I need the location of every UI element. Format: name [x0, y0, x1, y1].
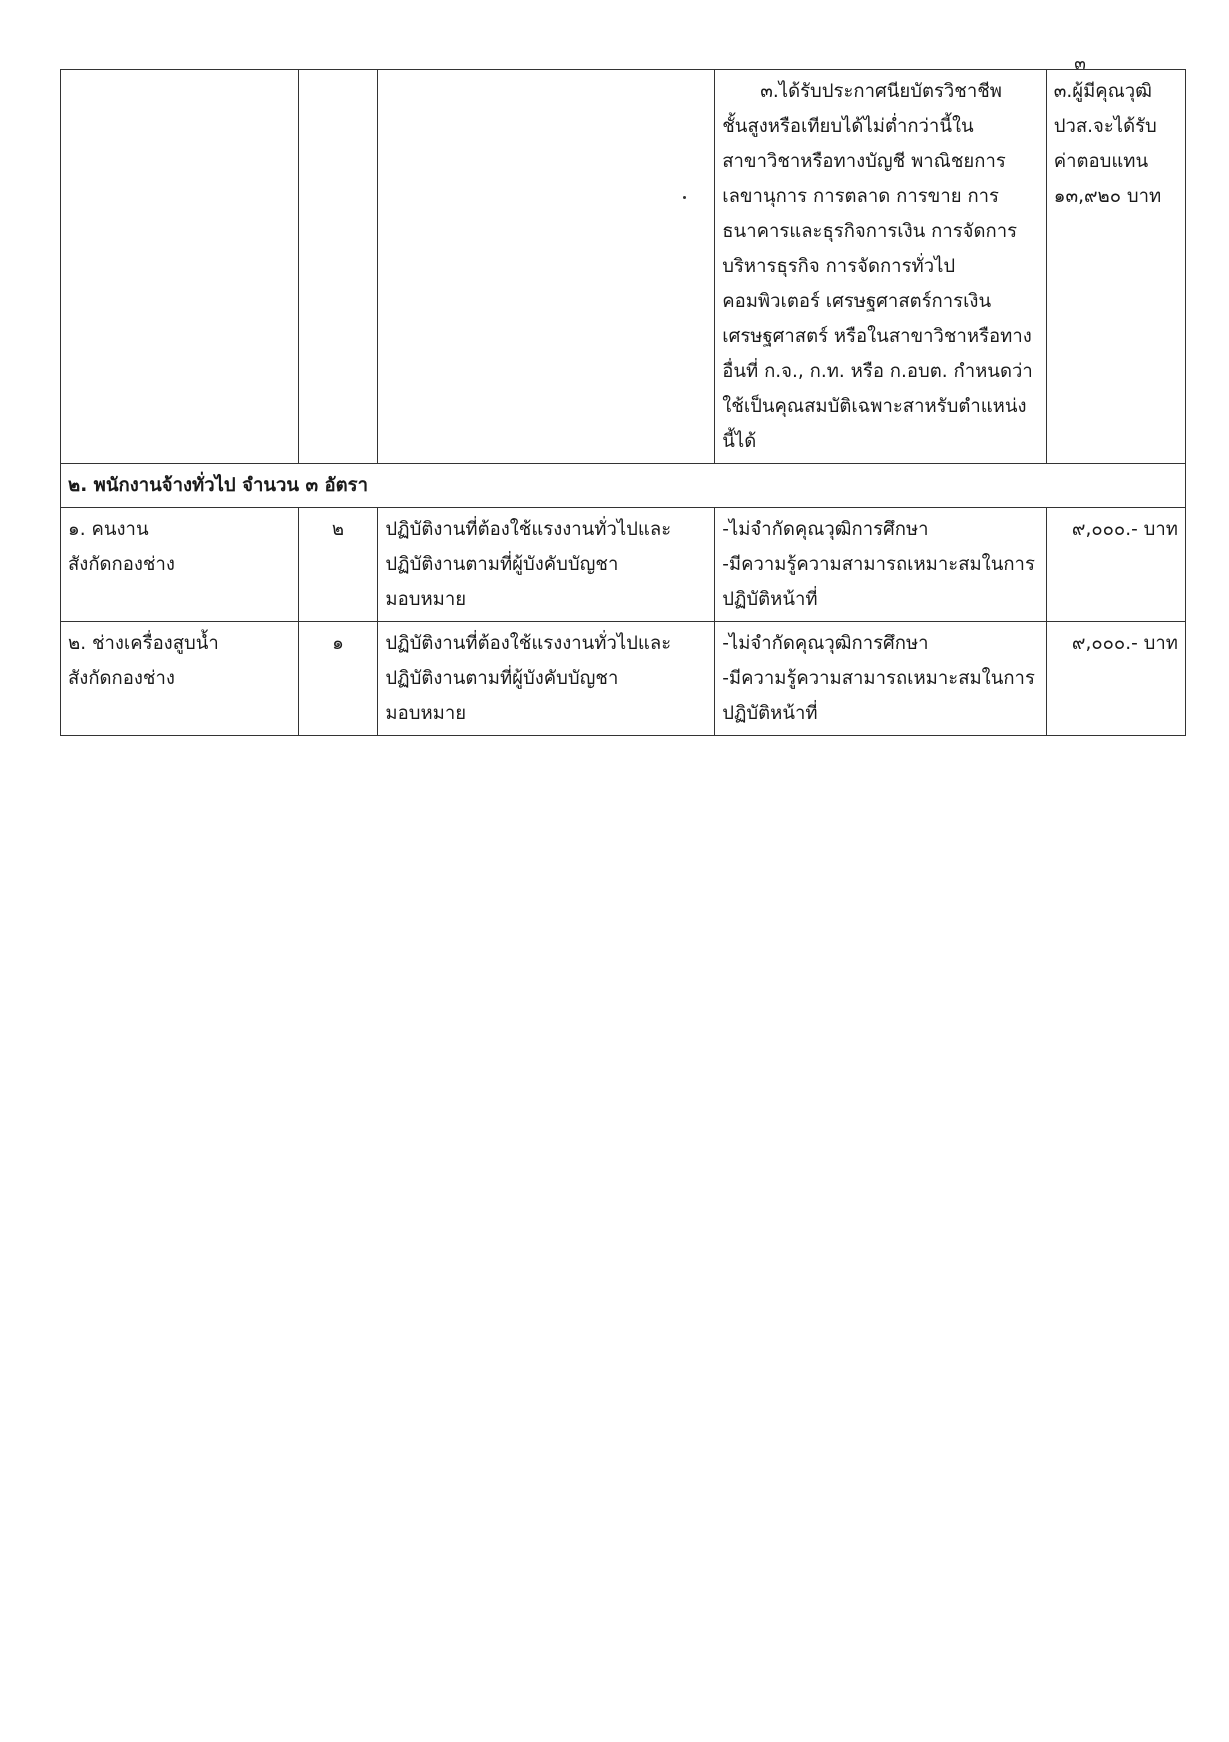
qualification-line: นี้ได้: [722, 431, 757, 452]
position-department: สังกัดกองช่าง: [68, 554, 175, 575]
table-row: [61, 622, 1186, 736]
count-cell: ๑: [298, 622, 378, 736]
compensation-line: ๓.ผู้มีคุณวุฒิ: [1053, 81, 1152, 102]
qualification-line: -ไม่จำกัดคุณวุฒิการศึกษา: [722, 519, 929, 540]
qualification-line: ๓.ได้รับประกาศนียบัตรวิชาชีพ: [760, 81, 1002, 102]
count-cell: ๒: [298, 508, 378, 622]
qualification-line: สาขาวิชาหรือทางบัญชี พาณิชยการ: [722, 151, 1006, 172]
qualification-line: ชั้นสูงหรือเทียบได้ไม่ต่ำกว่านี้ใน: [722, 116, 974, 137]
position-cell: [61, 70, 299, 464]
page-number: ๓: [1074, 54, 1086, 74]
duty-cell: [378, 508, 715, 622]
duty-line: มอบหมาย: [385, 589, 467, 610]
compensation-line: ปวส.จะได้รับ: [1053, 116, 1157, 137]
qualification-cell: [715, 622, 1046, 736]
qualification-line: -มีความรู้ความสามารถเหมาะสมในการ: [722, 668, 1035, 689]
position-department: สังกัดกองช่าง: [68, 668, 175, 689]
qualification-line: บริหารธุรกิจ การจัดการทั่วไป: [722, 256, 956, 277]
qualification-line: -ไม่จำกัดคุณวุฒิการศึกษา: [722, 633, 929, 654]
compensation-cell: [1046, 70, 1185, 464]
compensation-cell: ๙,๐๐๐.- บาท: [1046, 622, 1185, 736]
qualification-line: ปฏิบัติหน้าที่: [722, 589, 818, 610]
continuation-row: [61, 70, 1186, 464]
qualification-line: -มีความรู้ความสามารถเหมาะสมในการ: [722, 554, 1035, 575]
table-row: [61, 508, 1186, 622]
qualification-line: ใช้เป็นคุณสมบัติเฉพาะสาหรับตำแหน่ง: [722, 396, 1027, 417]
qualification-line: เศรษฐศาสตร์ หรือในสาขาวิชาหรือทาง: [722, 326, 1032, 347]
employment-table: [60, 69, 1186, 736]
duty-line: มอบหมาย: [385, 703, 467, 724]
section-heading-row: [61, 464, 1186, 508]
count-cell: [298, 70, 378, 464]
duty-line: ปฏิบัติงานตามที่ผู้บังคับบัญชา: [385, 554, 619, 575]
position-cell: [61, 622, 299, 736]
position-name: ๒. ช่างเครื่องสูบน้ำ: [68, 633, 219, 654]
duty-line: ปฏิบัติงานที่ต้องใช้แรงงานทั่วไปและ: [385, 519, 672, 540]
qualification-line: คอมพิวเตอร์ เศรษฐศาสตร์การเงิน: [722, 291, 992, 312]
compensation-line: ๑๓,๙๒๐ บาท: [1053, 186, 1162, 207]
qualification-cell: [715, 508, 1046, 622]
compensation-line: ค่าตอบแทน: [1053, 151, 1149, 172]
qualification-line: ปฏิบัติหน้าที่: [722, 703, 818, 724]
position-name: ๑. คนงาน: [68, 519, 149, 540]
compensation-cell: ๙,๐๐๐.- บาท: [1046, 508, 1185, 622]
qualification-line: ธนาคารและธุรกิจการเงิน การจัดการ: [722, 221, 1018, 242]
duty-cell: [378, 70, 715, 464]
qualification-line: อื่นที่ ก.จ., ก.ท. หรือ ก.อบต. กำหนดว่า: [722, 361, 1033, 382]
duty-cell: [378, 622, 715, 736]
duty-line: ปฏิบัติงานตามที่ผู้บังคับบัญชา: [385, 668, 619, 689]
section-heading: ๒. พนักงานจ้างทั่วไป จำนวน ๓ อัตรา: [61, 464, 1186, 508]
qualification-line: เลขานุการ การตลาด การขาย การ: [722, 186, 999, 207]
duty-line: ปฏิบัติงานที่ต้องใช้แรงงานทั่วไปและ: [385, 633, 672, 654]
qualification-cell: [715, 70, 1046, 464]
position-cell: [61, 508, 299, 622]
